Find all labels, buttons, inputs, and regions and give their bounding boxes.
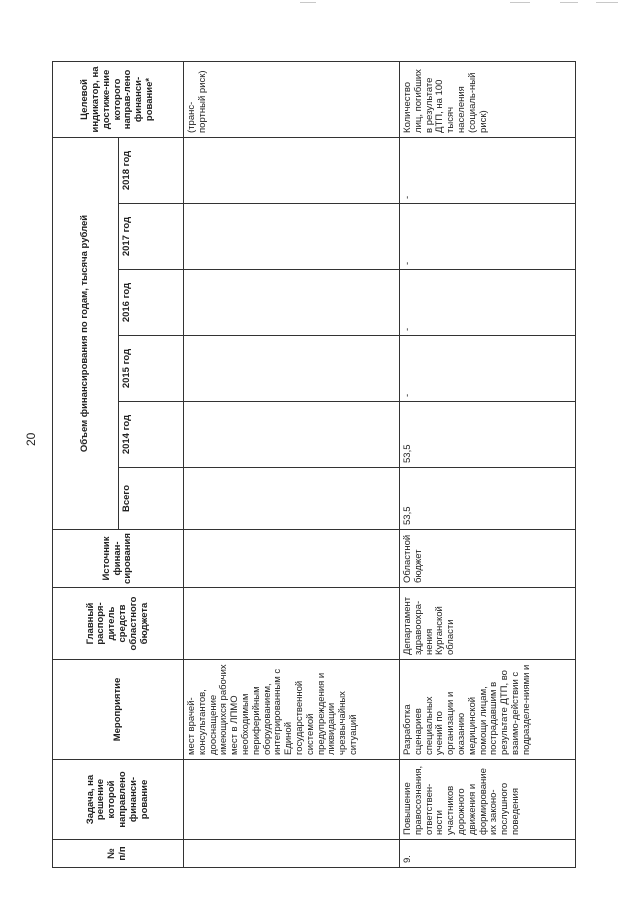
cell-2017: - bbox=[400, 204, 576, 270]
cell-task bbox=[184, 760, 400, 840]
header-source: Источник финан-сирования bbox=[53, 530, 184, 588]
cell-2018: - bbox=[400, 137, 576, 203]
header-measure: Мероприятие bbox=[53, 660, 184, 760]
header-number: № п/п bbox=[53, 840, 184, 868]
cell-manager: Департамент здравоохра-нения Курганской области bbox=[400, 588, 576, 660]
header-year-2018: 2018 год bbox=[118, 137, 184, 203]
cell-total: 53,5 bbox=[400, 468, 576, 530]
header-year-2014: 2014 год bbox=[118, 402, 184, 468]
header-task: Задача, на решение которой направлено финанси-рование bbox=[53, 760, 184, 840]
cell-2014 bbox=[184, 402, 400, 468]
cell-2015 bbox=[184, 336, 400, 402]
scan-mark bbox=[510, 2, 530, 3]
table-row bbox=[184, 61, 400, 867]
cell-2015: - bbox=[400, 336, 576, 402]
cell-total bbox=[184, 468, 400, 530]
header-year-2016: 2016 год bbox=[118, 270, 184, 336]
cell-source bbox=[184, 530, 400, 588]
header-volume: Объем финансирования по годам, тысяча рублей bbox=[53, 137, 119, 529]
cell-task: Повышение правосознания, ответствен-ности участников дорожного движения и формирование их законо-послушного поведения bbox=[400, 760, 576, 840]
scan-mark bbox=[596, 2, 618, 3]
scan-mark bbox=[560, 2, 578, 3]
cell-source: Областной бюджет bbox=[400, 530, 576, 588]
rotated-table-sheet bbox=[52, 62, 632, 868]
header-total: Всего bbox=[118, 468, 184, 530]
cell-number: 9. bbox=[400, 840, 576, 868]
header-manager: Главный распоря-дитель средств областного бюджета bbox=[53, 588, 184, 660]
cell-measure: мест врачей-консультантов, дооснащение имеющихся рабочих мест в ЛПМО необходимым периферийным оборудованием, интегрированным с Единой государственной системой предупреждения и ликвидации чрезвычайных ситуаций bbox=[184, 660, 400, 760]
cell-2017 bbox=[184, 204, 400, 270]
cell-2014: 53,5 bbox=[400, 402, 576, 468]
financing-table bbox=[52, 61, 576, 868]
cell-measure: Разработка сценариев специальных учений по организации и оказанию медицинской помощи лицам, пострадавшим в результате ДТП, во взаимо-действии с подразделе-ниями и bbox=[400, 660, 576, 760]
cell-2018 bbox=[184, 137, 400, 203]
scan-mark bbox=[300, 2, 316, 3]
cell-2016: - bbox=[400, 270, 576, 336]
page-number: 20 bbox=[24, 432, 38, 446]
cell-manager bbox=[184, 588, 400, 660]
header-indicator: Целевой индикатор, на достиже-ние которого направ-лено финанси-рование* bbox=[53, 61, 184, 137]
header-year-2015: 2015 год bbox=[118, 336, 184, 402]
cell-indicator: (транс-портный риск) bbox=[184, 61, 400, 137]
header-row bbox=[53, 61, 119, 867]
cell-number bbox=[184, 840, 400, 868]
cell-indicator: Количество лиц, погибших в результате ДТП, на 100 тысяч населения (социаль-ный риск) bbox=[400, 61, 576, 137]
table-row bbox=[400, 61, 576, 867]
header-year-2017: 2017 год bbox=[118, 204, 184, 270]
cell-2016 bbox=[184, 270, 400, 336]
